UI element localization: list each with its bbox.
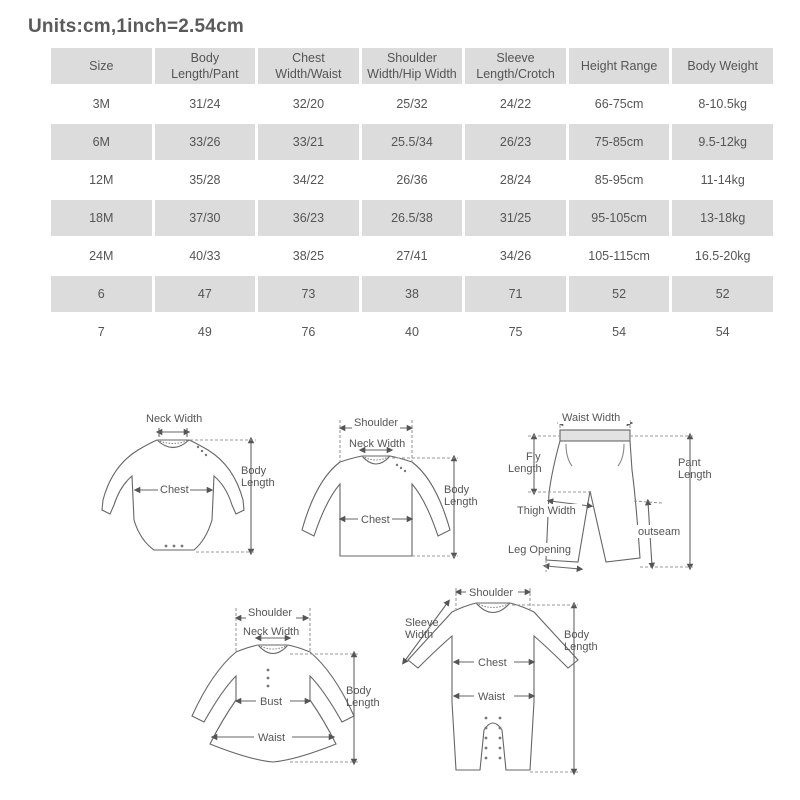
size-chart-table <box>48 46 776 352</box>
table-cell: 3M <box>51 86 152 122</box>
table-cell: 26/36 <box>362 162 463 198</box>
table-cell: 11-14kg <box>672 162 773 198</box>
table-cell: 36/23 <box>258 200 359 236</box>
table-row <box>51 124 773 160</box>
table-cell: 26/23 <box>465 124 566 160</box>
pants-waist-width-label: Waist Width <box>562 412 621 424</box>
header-cell: Size <box>51 48 152 84</box>
table-cell: 40/33 <box>155 238 256 274</box>
dress-waist-label: Waist <box>258 732 286 744</box>
pants-leg-opening-label: Leg Opening <box>508 544 571 556</box>
table-cell: 52 <box>672 276 773 312</box>
table-row <box>51 314 773 350</box>
table-cell: 75-85cm <box>569 124 670 160</box>
pants-outseam-label: outseam <box>638 526 681 538</box>
shirt-neck-width-label: Neck Width <box>349 438 406 450</box>
table-cell: 33/26 <box>155 124 256 160</box>
header-cell: Body Length/Pant <box>155 48 256 84</box>
table-row <box>51 162 773 198</box>
header-cell: Chest Width/Waist <box>258 48 359 84</box>
table-cell: 66-75cm <box>569 86 670 122</box>
table-cell: 76 <box>258 314 359 350</box>
bodysuit-body-length-label-2: Length <box>241 477 275 489</box>
table-cell: 54 <box>569 314 670 350</box>
table-cell: 28/24 <box>465 162 566 198</box>
units-note: Units:cm,1inch=2.54cm <box>28 16 244 37</box>
shirt-body-length-label-2: Length <box>444 496 478 508</box>
dress-shoulder-label: Shoulder <box>248 607 293 619</box>
dress-neck-width-label: Neck Width <box>243 626 300 638</box>
pants-fly-length-label-1: Fly <box>526 451 541 463</box>
table-cell: 27/41 <box>362 238 463 274</box>
romper-sleeve-width-label-1: Sleeve <box>405 617 439 629</box>
table-cell: 24/22 <box>465 86 566 122</box>
table-cell: 85-95cm <box>569 162 670 198</box>
table-cell: 7 <box>51 314 152 350</box>
header-cell: Shoulder Width/Hip Width <box>362 48 463 84</box>
romper-shoulder-label: Shoulder <box>469 587 514 599</box>
pants-fly-length-label-2: Length <box>508 463 542 475</box>
table-cell: 47 <box>155 276 256 312</box>
bodysuit-body-length-label-1: Body <box>241 465 267 477</box>
header-cell: Body Weight <box>672 48 773 84</box>
table-cell: 16.5-20kg <box>672 238 773 274</box>
measurement-diagrams <box>0 400 800 800</box>
bodysuit-neck-width-label: Neck Width <box>146 413 203 425</box>
table-cell: 34/22 <box>258 162 359 198</box>
table-cell: 75 <box>465 314 566 350</box>
table-cell: 6 <box>51 276 152 312</box>
table-cell: 71 <box>465 276 566 312</box>
romper-diagram <box>404 588 578 772</box>
table-cell: 31/25 <box>465 200 566 236</box>
table-cell: 95-105cm <box>569 200 670 236</box>
header-cell: Sleeve Length/Crotch <box>465 48 566 84</box>
romper-chest-label: Chest <box>478 657 507 669</box>
table-cell: 52 <box>569 276 670 312</box>
table-cell: 49 <box>155 314 256 350</box>
table-cell: 25.5/34 <box>362 124 463 160</box>
romper-body-length-label-1: Body <box>564 629 590 641</box>
romper-waist-label: Waist <box>478 691 506 703</box>
pants-waistband <box>560 430 630 441</box>
table-cell: 24M <box>51 238 152 274</box>
dress-body-length-label-1: Body <box>346 685 372 697</box>
pants-pant-length-label-1: Pant <box>678 457 701 469</box>
table-cell: 13-18kg <box>672 200 773 236</box>
bodysuit-chest-label: Chest <box>160 484 189 496</box>
table-cell: 32/20 <box>258 86 359 122</box>
table-cell: 8-10.5kg <box>672 86 773 122</box>
table-header-row <box>51 48 773 84</box>
shirt-body-length-label-1: Body <box>444 484 470 496</box>
table-cell: 35/28 <box>155 162 256 198</box>
dress-bust-label: Bust <box>260 696 283 708</box>
table-row <box>51 200 773 236</box>
header-cell: Height Range <box>569 48 670 84</box>
table-cell: 38/25 <box>258 238 359 274</box>
romper-sleeve-width-label-2: Width <box>405 629 434 641</box>
table-cell: 105-115cm <box>569 238 670 274</box>
dress-body-length-label-2: Length <box>346 697 380 709</box>
table-row <box>51 276 773 312</box>
table-cell: 31/24 <box>155 86 256 122</box>
shirt-chest-label: Chest <box>361 514 390 526</box>
table-cell: 38 <box>362 276 463 312</box>
table-cell: 54 <box>672 314 773 350</box>
table-row <box>51 86 773 122</box>
table-cell: 9.5-12kg <box>672 124 773 160</box>
table-cell: 37/30 <box>155 200 256 236</box>
table-cell: 73 <box>258 276 359 312</box>
table-cell: 33/21 <box>258 124 359 160</box>
table-cell: 18M <box>51 200 152 236</box>
table-cell: 12M <box>51 162 152 198</box>
table-cell: 6M <box>51 124 152 160</box>
table-cell: 34/26 <box>465 238 566 274</box>
table-cell: 25/32 <box>362 86 463 122</box>
table-cell: 40 <box>362 314 463 350</box>
table-cell: 26.5/38 <box>362 200 463 236</box>
romper-body-length-label-2: Length <box>564 641 598 653</box>
shirt-outline <box>302 456 450 556</box>
pants-thigh-width-label: Thigh Width <box>517 505 576 517</box>
table-row <box>51 238 773 274</box>
pants-pant-length-label-2: Length <box>678 469 712 481</box>
shirt-shoulder-label: Shoulder <box>354 417 399 429</box>
